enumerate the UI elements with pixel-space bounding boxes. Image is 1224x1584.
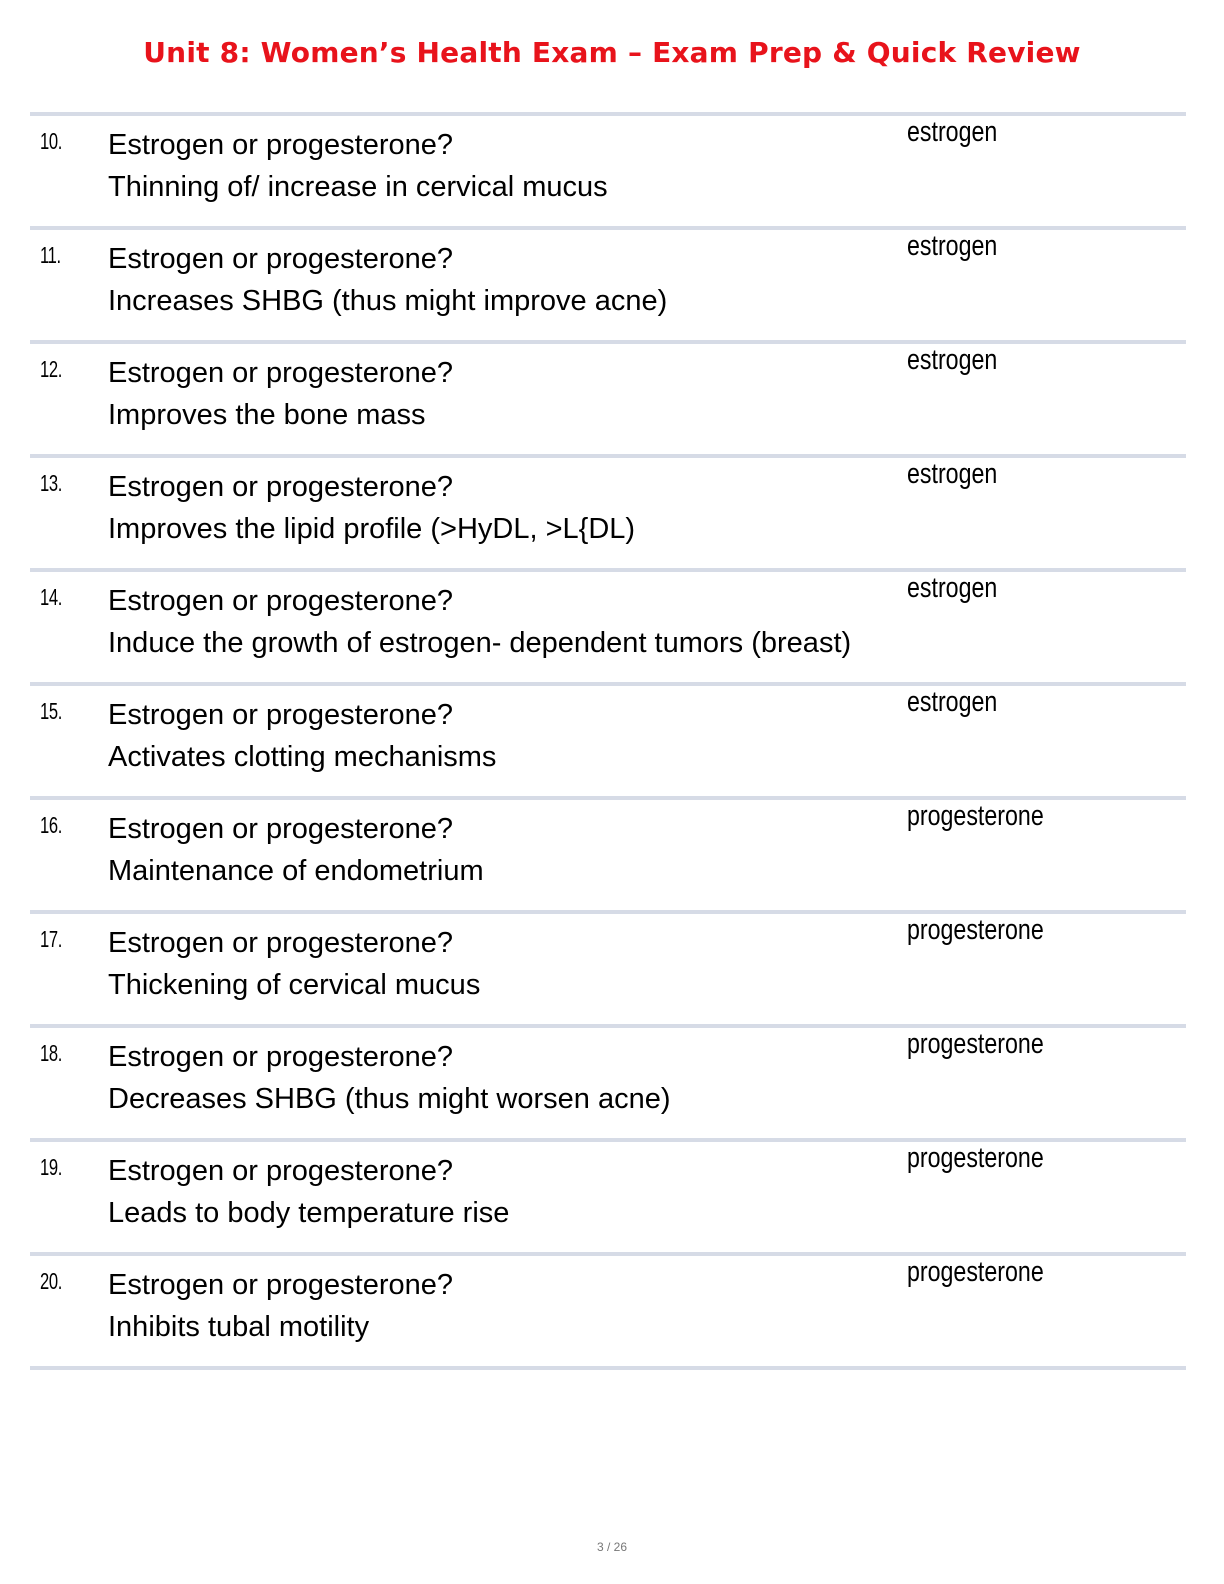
question-number: 11. bbox=[40, 242, 61, 268]
answer-text: progesterone bbox=[907, 914, 1044, 946]
question-prompt: Estrogen or progesterone? bbox=[108, 1269, 453, 1301]
question-number: 12. bbox=[40, 356, 62, 382]
answer-text: estrogen bbox=[907, 230, 998, 262]
question-detail: Maintenance of endometrium bbox=[108, 855, 484, 887]
question-number: 16. bbox=[40, 812, 62, 838]
question-detail: Induce the growth of estrogen- dependent tumors (breast) bbox=[108, 627, 852, 659]
question-text bbox=[108, 580, 878, 664]
question-prompt: Estrogen or progesterone? bbox=[108, 927, 453, 959]
question-row-12 bbox=[30, 344, 1186, 458]
answer-text: estrogen bbox=[907, 458, 998, 490]
question-row-19 bbox=[30, 1142, 1186, 1256]
answer-text: estrogen bbox=[907, 116, 998, 148]
question-detail: Increases SHBG (thus might improve acne) bbox=[108, 285, 668, 317]
question-number: 18. bbox=[40, 1040, 62, 1066]
question-detail: Thinning of/ increase in cervical mucus bbox=[108, 171, 608, 203]
question-text bbox=[108, 922, 878, 1006]
question-number: 15. bbox=[40, 698, 62, 724]
answer-text: progesterone bbox=[907, 1028, 1044, 1060]
question-text bbox=[108, 238, 878, 322]
question-number: 20. bbox=[40, 1268, 62, 1294]
question-row-16 bbox=[30, 800, 1186, 914]
question-row-18 bbox=[30, 1028, 1186, 1142]
row-divider bbox=[30, 1366, 1186, 1370]
answer-text: estrogen bbox=[907, 686, 998, 718]
question-prompt: Estrogen or progesterone? bbox=[108, 1155, 453, 1187]
question-table bbox=[30, 112, 1186, 1370]
question-detail: Improves the bone mass bbox=[108, 399, 426, 431]
question-prompt: Estrogen or progesterone? bbox=[108, 471, 453, 503]
question-prompt: Estrogen or progesterone? bbox=[108, 585, 453, 617]
question-row-13 bbox=[30, 458, 1186, 572]
question-row-11 bbox=[30, 230, 1186, 344]
question-prompt: Estrogen or progesterone? bbox=[108, 813, 453, 845]
question-row-10 bbox=[30, 116, 1186, 230]
question-text bbox=[108, 694, 878, 778]
question-prompt: Estrogen or progesterone? bbox=[108, 243, 453, 275]
question-text bbox=[108, 1150, 878, 1234]
answer-text: progesterone bbox=[907, 800, 1044, 832]
question-text bbox=[108, 466, 878, 550]
answer-text: estrogen bbox=[907, 344, 998, 376]
answer-text: progesterone bbox=[907, 1256, 1044, 1288]
page-title: Unit 8: Women’s Health Exam – Exam Prep & Quick Review bbox=[143, 36, 1081, 69]
question-number: 14. bbox=[40, 584, 62, 610]
question-detail: Decreases SHBG (thus might worsen acne) bbox=[108, 1083, 671, 1115]
page-number: 3 / 26 bbox=[596, 1540, 628, 1554]
question-prompt: Estrogen or progesterone? bbox=[108, 699, 453, 731]
answer-text: progesterone bbox=[907, 1142, 1044, 1174]
question-number: 17. bbox=[40, 926, 62, 952]
question-row-15 bbox=[30, 686, 1186, 800]
question-prompt: Estrogen or progesterone? bbox=[108, 1041, 453, 1073]
question-row-17 bbox=[30, 914, 1186, 1028]
question-text bbox=[108, 124, 878, 208]
question-text bbox=[108, 1264, 878, 1348]
question-detail: Inhibits tubal motility bbox=[108, 1311, 370, 1343]
question-prompt: Estrogen or progesterone? bbox=[108, 357, 453, 389]
question-text bbox=[108, 1036, 878, 1120]
question-detail: Improves the lipid profile (>HyDL, >L{DL) bbox=[108, 513, 636, 545]
question-detail: Activates clotting mechanisms bbox=[108, 741, 497, 773]
question-prompt: Estrogen or progesterone? bbox=[108, 129, 453, 161]
question-number: 19. bbox=[40, 1154, 62, 1180]
question-number: 13. bbox=[40, 470, 62, 496]
question-row-20 bbox=[30, 1256, 1186, 1370]
question-detail: Thickening of cervical mucus bbox=[108, 969, 481, 1001]
question-text bbox=[108, 352, 878, 436]
question-row-14 bbox=[30, 572, 1186, 686]
question-text bbox=[108, 808, 878, 892]
question-detail: Leads to body temperature rise bbox=[108, 1197, 510, 1229]
question-number: 10. bbox=[40, 128, 62, 154]
answer-text: estrogen bbox=[907, 572, 998, 604]
